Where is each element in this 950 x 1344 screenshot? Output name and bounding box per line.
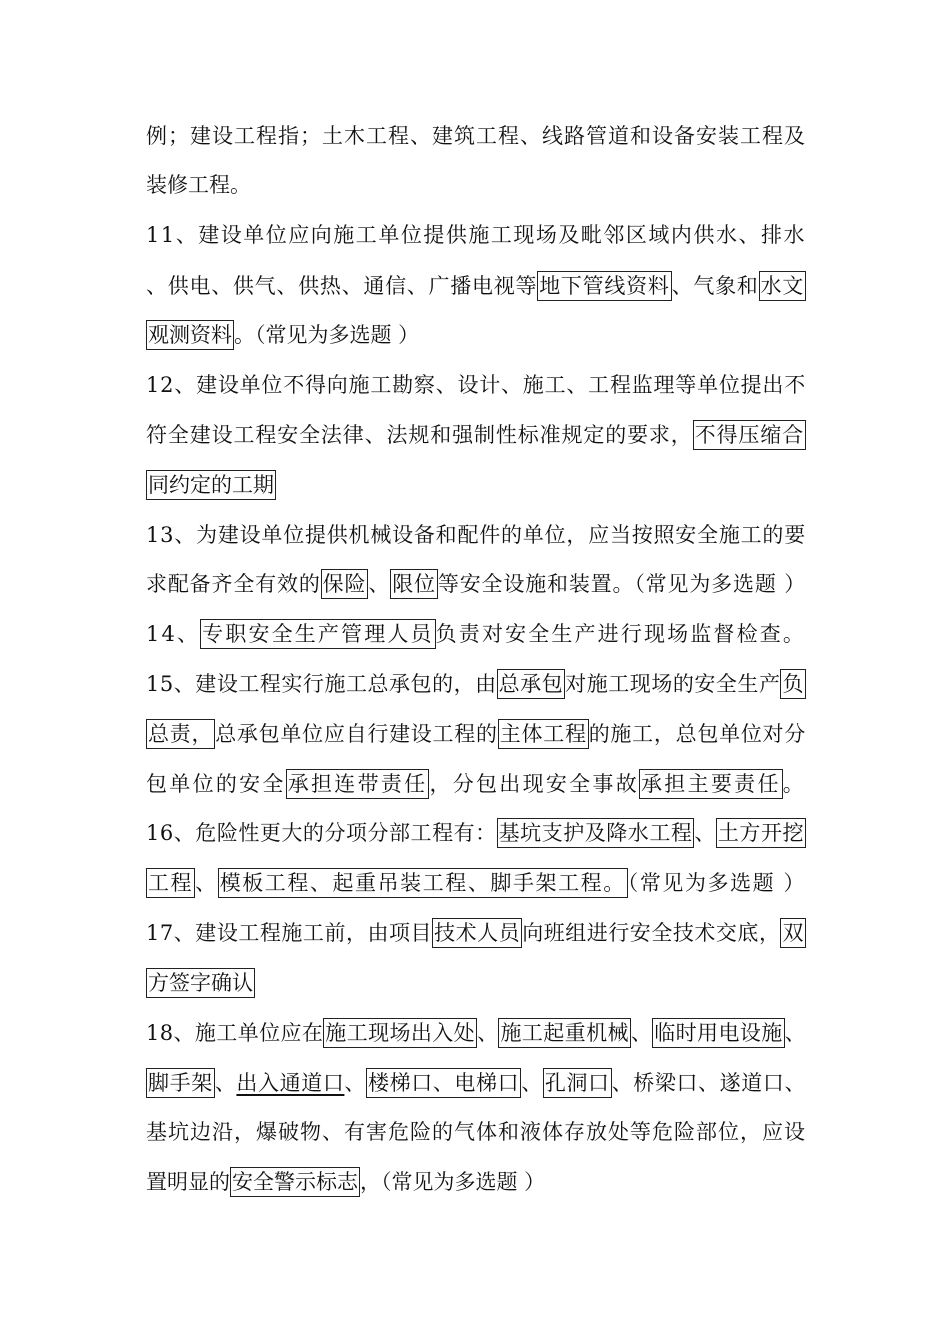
boxed-answer: 模板工程、起重吊装工程、脚手架工程。 [218,868,628,898]
text-segment: 17、建设工程施工前，由项目 [146,921,433,945]
text-segment: 、 [195,871,218,895]
text-line [146,865,806,901]
boxed-answer: 脚手架 [146,1068,215,1098]
text-line [146,367,806,403]
text-segment: （常见为多选题 ） [627,871,806,895]
text-line [146,417,806,453]
text-line [146,467,276,503]
text-segment: 11、建设单位应向施工单位提供施工现场及毗邻区域内供水、排水 [146,223,806,247]
text-segment: ，分包出现安全事故 [429,772,640,796]
text-segment: 13、为建设单位提供机械设备和配件的单位，应当按照安全施工的要 [146,523,806,547]
boxed-answer: 保险 [321,569,369,599]
boxed-answer: 工程 [146,868,195,898]
text-segment: 、 [521,1071,543,1095]
boxed-answer: 施工起重机械 [498,1018,630,1048]
text-segment: 。 [782,772,807,796]
boxed-answer: 方签字确认 [146,968,255,998]
text-segment: 12、建设单位不得向施工勘察、设计、施工、工程监理等单位提出不 [146,373,806,397]
text-segment: 。（常见为多选题 ） [234,323,420,347]
text-segment: 14、 [146,622,201,646]
boxed-answer: 负 [780,669,806,699]
text-segment: 的施工，总包单位对分 [588,722,807,746]
text-segment: 16、危险性更大的分项分部工程有： [146,821,497,845]
boxed-answer: 不得压缩合 [693,420,806,450]
text-line [146,167,251,203]
text-segment: 、气象和 [671,274,759,298]
text-segment: 、 [368,572,391,596]
boxed-answer: 主体工程 [498,719,589,749]
boxed-answer: 楼梯口、电梯口 [366,1068,521,1098]
boxed-answer: 基坑支护及降水工程 [497,818,695,848]
text-segment: 15、建设工程实行施工总承包的，由 [146,672,497,696]
boxed-answer: 限位 [390,569,438,599]
boxed-answer: 施工现场出入处 [323,1018,477,1048]
text-line [146,1164,545,1200]
boxed-answer: 水文 [759,271,806,301]
text-line [146,965,255,1001]
boxed-answer: 双 [780,918,806,948]
text-segment: 、 [784,1021,807,1045]
text-segment: 、桥梁口、遂道口、 [611,1071,807,1095]
text-line [146,268,806,304]
text-segment: 、 [214,1071,237,1095]
text-line [146,517,806,553]
boxed-answer: 专职安全生产管理人员 [200,619,435,649]
text-line [146,616,806,652]
text-segment: 、 [694,821,716,845]
boxed-answer: 临时用电设施 [652,1018,784,1048]
text-line [146,566,806,602]
boxed-answer: 观测资料 [146,320,234,350]
boxed-answer: 承担主要责任 [639,769,783,799]
boxed-answer: 孔洞口 [543,1068,612,1098]
text-line [146,666,806,702]
text-line [146,915,806,951]
text-segment: 向班组进行安全技术交底， [522,921,781,945]
text-segment: 、 [344,1071,367,1095]
boxed-answer: 同约定的工期 [146,470,276,500]
boxed-answer: 承担连带责任 [286,769,430,799]
text-segment: 求配备齐全有效的 [146,572,321,596]
text-segment: 、 [630,1021,653,1045]
text-segment: 例；建设工程指；土木工程、建筑工程、线路管道和设备安装工程及 [146,124,806,148]
text-segment: 、供电、供气、供热、通信、广播电视等 [146,274,538,298]
text-line [146,1114,806,1150]
text-segment: 对施工现场的安全生产 [565,672,781,696]
text-segment: 置明显的 [146,1170,230,1194]
text-line [146,716,806,752]
text-line [146,1015,806,1051]
text-segment: 基坑边沿，爆破物、有害危险的气体和液体存放处等危险部位，应设 [146,1120,806,1144]
text-line [146,766,806,802]
text-segment: 装修工程。 [146,173,251,197]
text-line [146,1065,806,1101]
text-segment: 等安全设施和装置。（常见为多选题 ） [437,572,807,596]
text-segment: 符全建设工程安全法律、法规和强制性标准规定的要求， [146,423,693,447]
boxed-answer: 总承包 [497,669,566,699]
boxed-answer: 总责， [146,719,215,749]
boxed-answer: 土方开挖 [716,818,806,848]
text-segment: 、 [477,1021,499,1045]
text-segment: 18、施工单位应在 [146,1021,324,1045]
boxed-answer: 技术人员 [432,918,522,948]
text-line [146,217,806,253]
text-segment: 负责对安全生产进行现场监督检查。 [435,622,807,646]
boxed-answer: 安全警示标志 [230,1167,360,1197]
text-line [146,118,806,154]
text-line [146,317,419,353]
text-segment: 总承包单位应自行建设工程的 [215,722,498,746]
text-line [146,815,806,851]
text-segment: 包单位的安全 [146,772,286,796]
underlined-text: 出入通道口 [236,1071,345,1095]
text-segment: ，（常见为多选题 ） [360,1170,546,1194]
boxed-answer: 地下管线资料 [537,271,671,301]
